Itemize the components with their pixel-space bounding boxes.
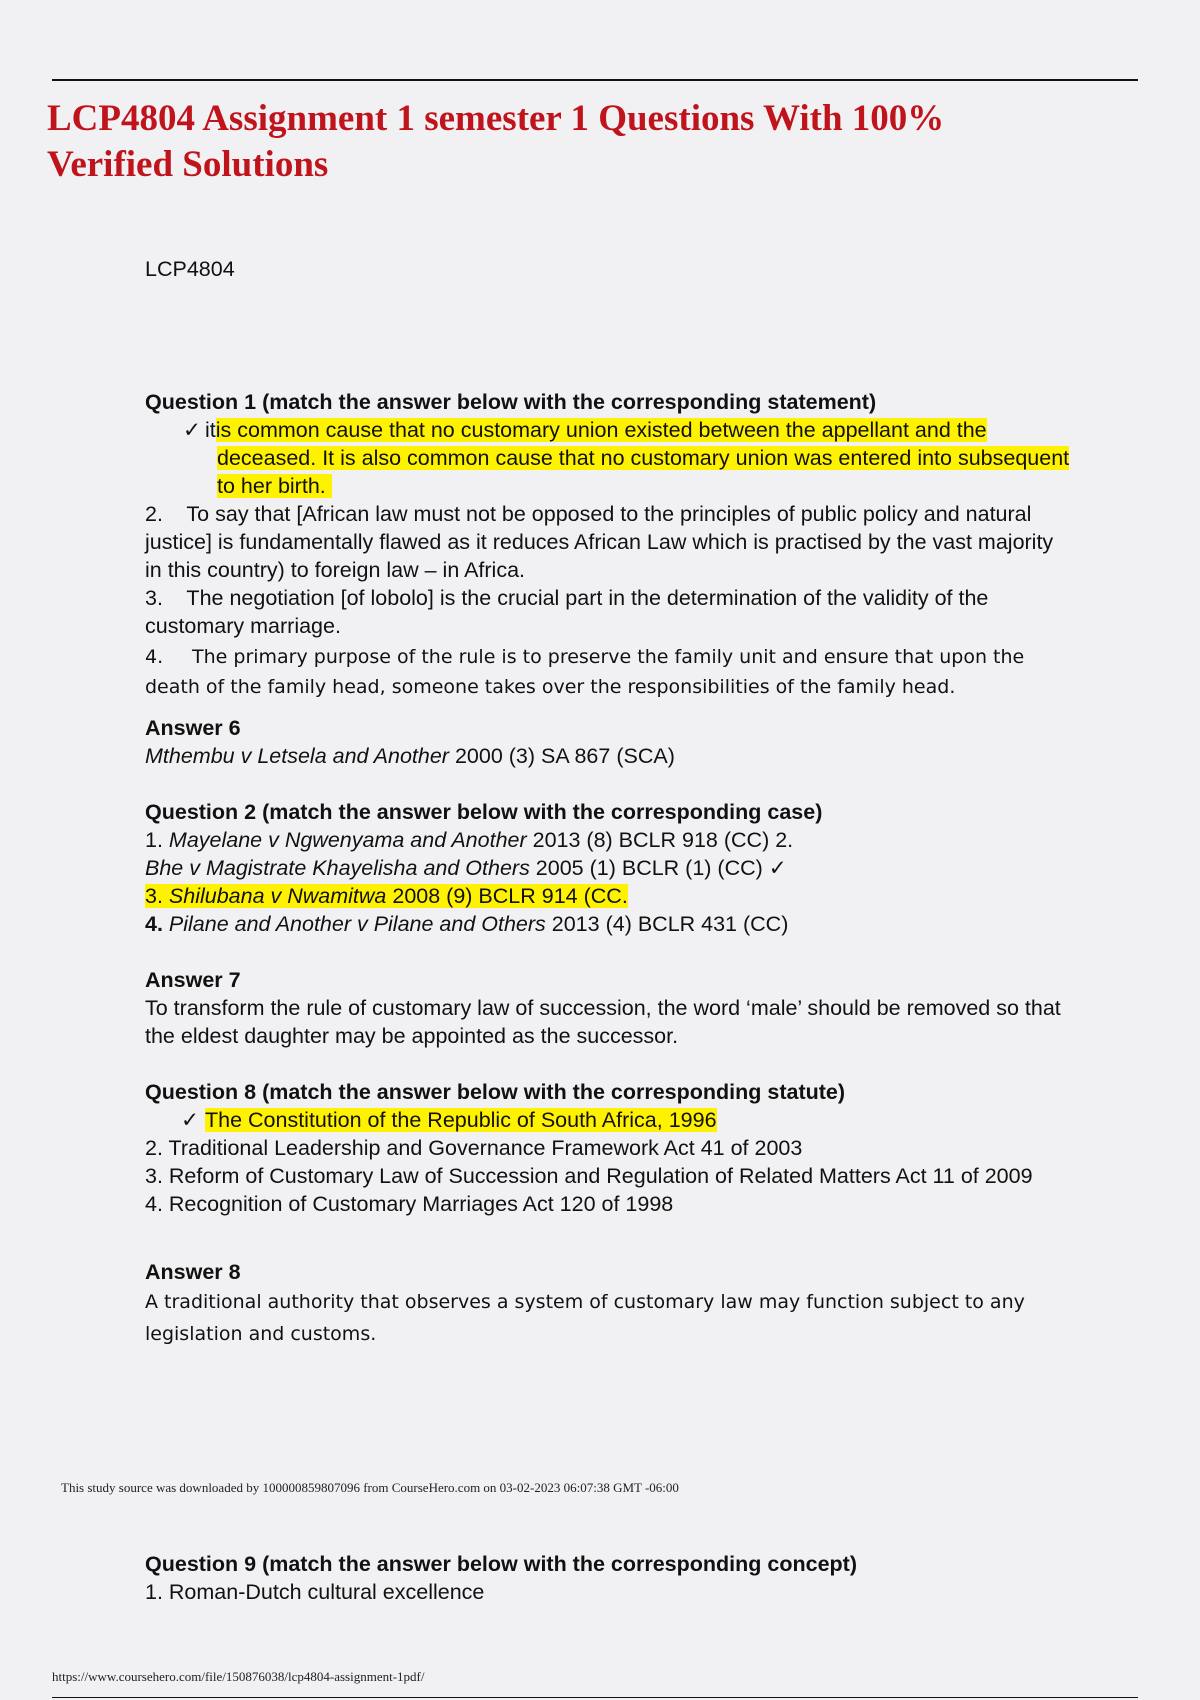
question-8-item-3: 3. Reform of Customary Law of Succession and Regulation of Related Matters Act 11 of 2009 (145, 1164, 1033, 1188)
answer-8-text: A traditional authority that observes a system of customary law may function subject to any legislation and customs. (145, 1291, 1025, 1345)
question-2-heading: Question 2 (match the answer below with the corresponding case) (145, 800, 823, 824)
document-body (145, 255, 1075, 1350)
answer-6 (145, 714, 1075, 770)
source-url[interactable]: https://www.coursehero.com/file/150876038/lcp4804-assignment-1pdf/ (52, 1669, 425, 1684)
download-notice: This study source was downloaded by 100000859807096 from CourseHero.com on 03-02-2023 06:07:38 GMT -06:00 (61, 1480, 679, 1495)
question-8-item-2: 2. Traditional Leadership and Governance Framework Act 41 of 2003 (145, 1136, 803, 1160)
question-8-item-1 (145, 1106, 1075, 1134)
item-1-prefix: it (205, 418, 216, 442)
item-3-highlight (145, 884, 628, 908)
checkmark-icon: ✓ (181, 1108, 200, 1132)
document-title (47, 96, 1047, 188)
answer-7-text: To transform the rule of customary law of succession, the word ‘male’ should be removed so that the eldest daughter may be appointed as the successor. (145, 996, 1061, 1048)
question-8-heading: Question 8 (match the answer below with the corresponding statute) (145, 1080, 846, 1104)
question-2-item-2 (145, 854, 1075, 882)
checkmark-icon: ✓ (183, 418, 202, 442)
title-line-1: LCP4804 Assignment 1 semester 1 Questions With 100% (47, 98, 945, 139)
question-1-item-4 (145, 642, 1075, 702)
item-4-text: The primary purpose of the rule is to preserve the family unit and ensure that upon the death of the family head, someone takes over the responsibilities of the family head. (145, 646, 1025, 698)
question-1 (145, 388, 1075, 702)
item-1-highlight: The Constitution of the Republic of South Africa, 1996 (205, 1108, 717, 1132)
item-4-number: 4. (145, 646, 164, 668)
answer-8-heading: Answer 8 (145, 1260, 241, 1284)
item-1-highlight: is common cause that no customary union existed between the appellant and the deceased. It is also common cause that no customary union was entered into subsequent to her birth. (215, 418, 1070, 498)
bottom-rule (52, 1697, 1138, 1698)
course-code: LCP4804 (145, 257, 235, 281)
item-3-number: 3. (145, 884, 169, 908)
question-1-item-2: 2. To say that [African law must not be opposed to the principles of public policy and natural justice] is fundamentally flawed as it reduces African Law which is practised by the vast majority in this country) to foreign law – in Africa. (145, 502, 1054, 582)
question-2-item-1 (145, 826, 1075, 854)
item-2-case: Bhe v Magistrate Khayelisha and Others (145, 856, 530, 880)
answer-6-text (145, 742, 1075, 770)
question-2-item-3 (145, 882, 1075, 910)
question-8-item-4: 4. Recognition of Customary Marriages Act 120 of 1998 (145, 1192, 674, 1216)
title-line-2: Verified Solutions (47, 144, 329, 185)
answer-7-heading: Answer 7 (145, 968, 241, 992)
question-9-heading: Question 9 (match the answer below with the corresponding concept) (145, 1552, 857, 1576)
item-3-citation: 2008 (9) BCLR 914 (CC. (386, 884, 628, 908)
item-4-number: 4. (145, 912, 169, 936)
answer-6-citation: 2000 (3) SA 867 (SCA) (448, 744, 675, 768)
question-9 (145, 1550, 1075, 1606)
question-8 (145, 1078, 1075, 1218)
item-1-citation: 2013 (8) BCLR 918 (CC) 2. (526, 828, 794, 852)
answer-7 (145, 966, 1075, 1050)
question-1-item-1 (145, 416, 1075, 500)
question-2 (145, 798, 1075, 938)
top-rule (52, 79, 1138, 81)
question-9-item-1: 1. Roman-Dutch cultural excellence (145, 1580, 485, 1604)
item-4-case: Pilane and Another v Pilane and Others (168, 912, 546, 936)
answer-6-heading: Answer 6 (145, 716, 241, 740)
item-4-citation: 2013 (4) BCLR 431 (CC) (545, 912, 789, 936)
question-1-item-3: 3. The negotiation [of lobolo] is the crucial part in the determination of the validity of the customary marriage. (145, 586, 989, 638)
item-1-number: 1. (145, 828, 169, 852)
item-1-case: Mayelane v Ngwenyama and Another (168, 828, 527, 852)
answer-6-case: Mthembu v Letsela and Another (145, 744, 449, 768)
item-2-citation: 2005 (1) BCLR (1) (CC) ✓ (529, 856, 787, 880)
item-3-case: Shilubana v Nwamitwa (168, 884, 387, 908)
question-2-item-4 (145, 910, 1075, 938)
answer-8 (145, 1258, 1075, 1350)
question-1-heading: Question 1 (match the answer below with the corresponding statement) (145, 390, 877, 414)
